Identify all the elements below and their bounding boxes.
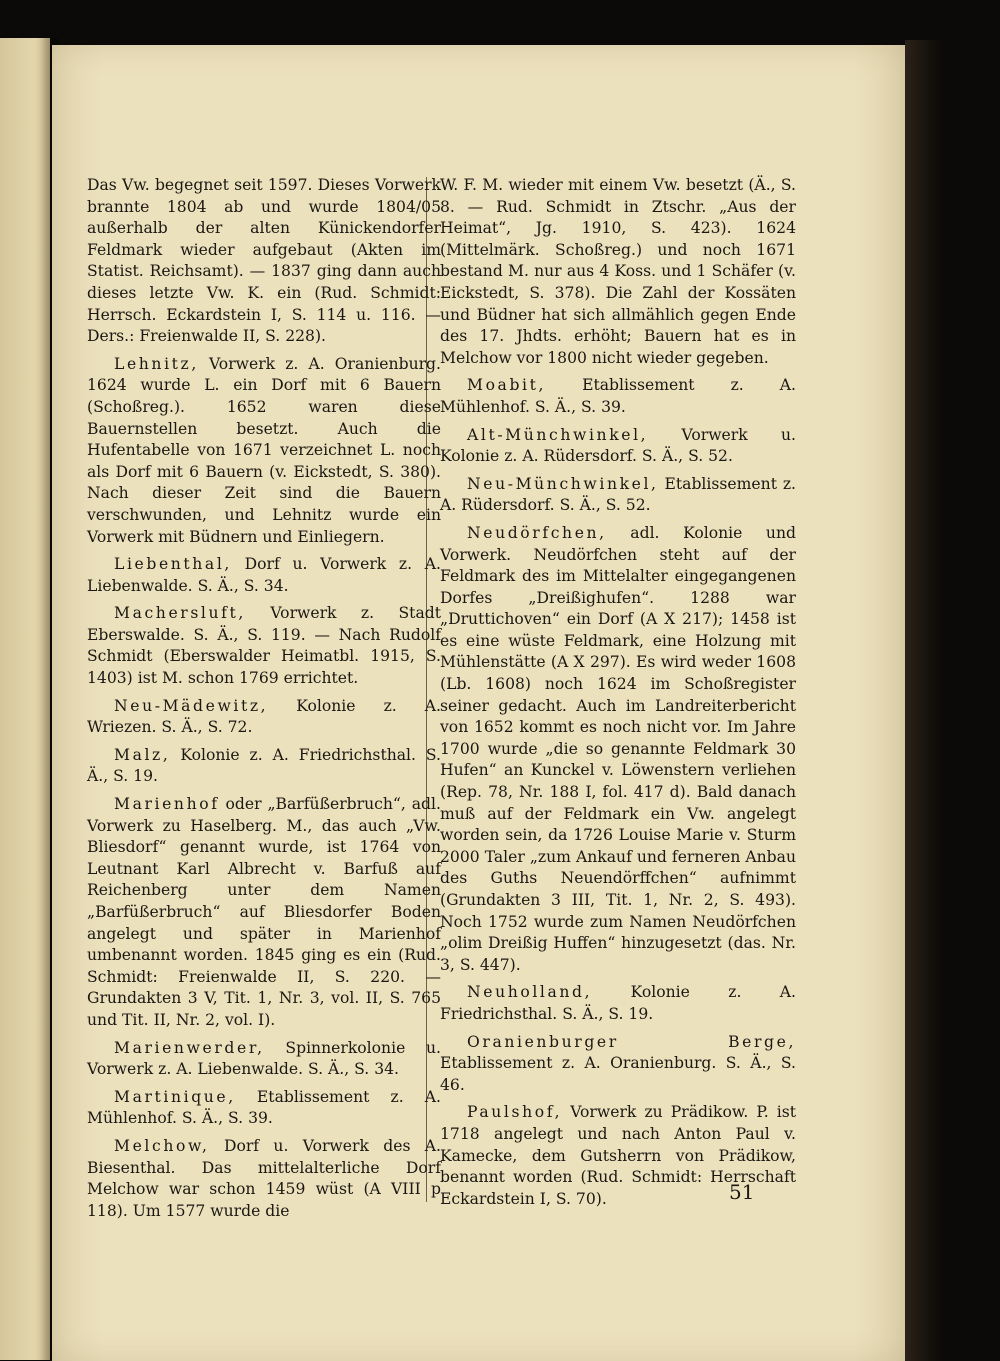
entry-headword: Marienhof <box>114 795 220 814</box>
entry-text: Vorwerk z. A. Oranienburg. 1624 wurde L. ein Dorf mit 6 Bauern (Schoßreg.). 1652 waren diese Bauernstellen besetzt. Auch die Hufentabelle von 1671 verzeichnet L. noch als Dorf mit 6 Bauern (v. Eickstedt, S. 380). Nach dieser Zeit sind die Bauern verschwunden, und Lehnitz wurde ein Vorwerk mit Büdnern und Einliegern. <box>87 354 441 546</box>
dictionary-entry <box>440 982 796 1025</box>
entry-headword: Oranienburger Berge, <box>467 1032 796 1051</box>
entry-text: Kolonie z. A. Friedrichsthal. S. Ä., S. 19. <box>440 983 796 1023</box>
entry-headword: Neuholland, <box>467 983 593 1002</box>
right-column <box>440 175 796 1216</box>
entry-headword: Lehnitz, <box>114 354 199 373</box>
entry-headword: Melchow, <box>114 1136 210 1155</box>
entry-text: Dorf u. Vorwerk des A. Biesenthal. Das mittelalterliche Dorf Melchow war schon 1459 wüst (A VIII p 118). Um 1577 wurde die <box>87 1136 441 1220</box>
dictionary-entry <box>440 523 796 976</box>
entry-headword: Malz, <box>114 745 171 764</box>
entry-text: Das Vw. begegnet seit 1597. Dieses Vorwerk brannte 1804 ab und wurde 1804/05 außerhalb der alten Künickendorfer Feldmark wieder aufgebaut (Akten im Statist. Reichsamt). — 1837 ging dann auch dieses letzte Vw. K. ein (Rud. Schmidt: Herrsch. Eckardstein I, S. 114 u. 116. — Ders.: Freienwalde II, S. 228). <box>87 176 441 346</box>
dictionary-entry <box>440 175 796 369</box>
entry-headword: Alt-Münchwinkel, <box>467 425 649 444</box>
page-number: 51 <box>729 1180 755 1204</box>
entry-text: W. F. M. wieder mit einem Vw. besetzt (Ä., S. 8. — Rud. Schmidt in Ztschr. „Aus der Heimat“, Jg. 1910, S. 423). 1624 (Mittelmärk. Schoßreg.) und noch 1671 bestand M. nur aus 4 Koss. und 1 Schäfer (v. Eickstedt, S. 378). Die Zahl der Kossäten und Büdner hat sich allmählich gegen Ende des 17. Jhdts. erhöht; Bauern hat es in Melchow vor 1800 nicht wieder gegeben. <box>440 176 796 367</box>
entry-text: adl. Kolonie und Vorwerk. Neudörfchen steht auf der Feldmark des im Mittelalter eingegangenen Dorfes „Dreißighufen“. 1288 war „Druttichoven“ ein Dorf (A X 217); 1458 ist es eine wüste Feldmark, eine Holzung mit Mühlenstätte (A X 297). Es wird weder 1608 (Lb. 1608) noch 1624 im Schoßregister seiner gedacht. Auch im Landreiterbericht von 1652 kommt es noch nicht vor. Im Jahre 1700 wurde „die so genannte Feldmark 30 Hufen“ an Kunckel v. Löwenstern verliehen (Rep. 78, Nr. 188 I, fol. 417 d). Bald danach muß auf der Feldmark ein Vw. angelegt worden sein, da 1726 Louise Marie v. Sturm 2000 Taler „zum Ankauf und ferneren Anbau des Guths Neuendörffchen“ aufnimmt (Grundakten 3 III, Tit. 1, Nr. 2, S. 493). Noch 1752 wurde zum Namen Neudörfchen „olim Dreißig Huffen“ hinzugesetzt (das. Nr. 3, S. 447). <box>440 523 796 974</box>
dictionary-entry <box>440 375 796 418</box>
dictionary-entry <box>87 794 441 1032</box>
dictionary-entry <box>87 554 441 597</box>
dictionary-entry <box>87 1038 441 1081</box>
dictionary-entry <box>87 1136 441 1222</box>
dictionary-entry <box>87 354 441 548</box>
entry-text: Spinnerkolonie u. Vorwerk z. A. Liebenwalde. S. Ä., S. 34. <box>87 1038 441 1079</box>
left-column <box>87 175 441 1228</box>
dictionary-entry <box>87 175 441 348</box>
entry-text: Kolonie z. A. Friedrichsthal. S. Ä., S. 19. <box>87 745 441 786</box>
entry-text: Kolonie z. A. Wriezen. S. Ä., S. 72. <box>87 696 441 737</box>
entry-text: Etablissement z. A. Oranienburg. S. Ä., S. 46. <box>440 1054 796 1094</box>
entry-text: Vorwerk z. Stadt Eberswalde. S. Ä., S. 119. — Nach Rudolf Schmidt (Eberswalder Heimatbl. 1915, S. 1403) ist M. schon 1769 errichtet. <box>87 604 441 688</box>
entry-headword: Paulshof, <box>467 1103 563 1122</box>
book-binding <box>905 40 945 1361</box>
entry-text: Vorwerk u. Kolonie z. A. Rüdersdorf. S. Ä., S. 52. <box>440 425 796 466</box>
dictionary-entry <box>87 696 441 739</box>
entry-text: Dorf u. Vorwerk z. A. Liebenwalde. S. Ä., S. 34. <box>87 555 441 595</box>
dictionary-entry <box>87 1087 441 1130</box>
entry-text: Etablissement z. A. Mühlenhof. S. Ä., S. 39. <box>87 1087 441 1128</box>
dictionary-entry <box>87 745 441 788</box>
entry-headword: Machersluft, <box>114 604 246 623</box>
entry-text: Etablissement z. A. Rüdersdorf. S. Ä., S. 52. <box>440 474 796 515</box>
dictionary-entry <box>440 474 796 517</box>
entry-text: Etablissement z. A. Mühlenhof. S. Ä., S. 39. <box>440 376 796 416</box>
dictionary-entry <box>440 1032 796 1097</box>
entry-headword: Marienwerder, <box>114 1038 265 1057</box>
entry-headword: Moabit, <box>467 376 547 395</box>
entry-headword: Liebenthal, <box>114 555 232 574</box>
entry-headword: Neu-Münchwinkel, <box>467 474 659 493</box>
book-page <box>52 45 905 1361</box>
entry-headword: Neu-Mädewitz, <box>114 696 269 715</box>
entry-text: oder „Barfüßerbruch“, adl. Vorwerk zu Haselberg. M., das auch „Vw. Bliesdorf“ genannt wurde, ist 1764 von Leutnant Karl Albrecht v. Barfuß auf Reichenberg unter dem Namen „Barfüßerbruch“ auf Bliesdorfer Boden angelegt und später in Marienhof umbenannt worden. 1845 ging es ein (Rud. Schmidt: Freienwalde II, S. 220. — Grundakten 3 V, Tit. 1, Nr. 3, vol. II, S. 765 und Tit. II, Nr. 2, vol. I). <box>87 795 441 1029</box>
entry-headword: Neudörfchen, <box>467 523 607 542</box>
dictionary-entry <box>440 425 796 468</box>
entry-headword: Martinique, <box>114 1087 236 1106</box>
entry-text: Vorwerk zu Prädikow. P. ist 1718 angelegt und nach Anton Paul v. Kamecke, dem Gutsherrn von Prädikow, benannt worden (Rud. Schmidt: Herrschaft Eckardstein I, S. 70). <box>440 1103 796 1208</box>
dictionary-entry <box>87 603 441 689</box>
